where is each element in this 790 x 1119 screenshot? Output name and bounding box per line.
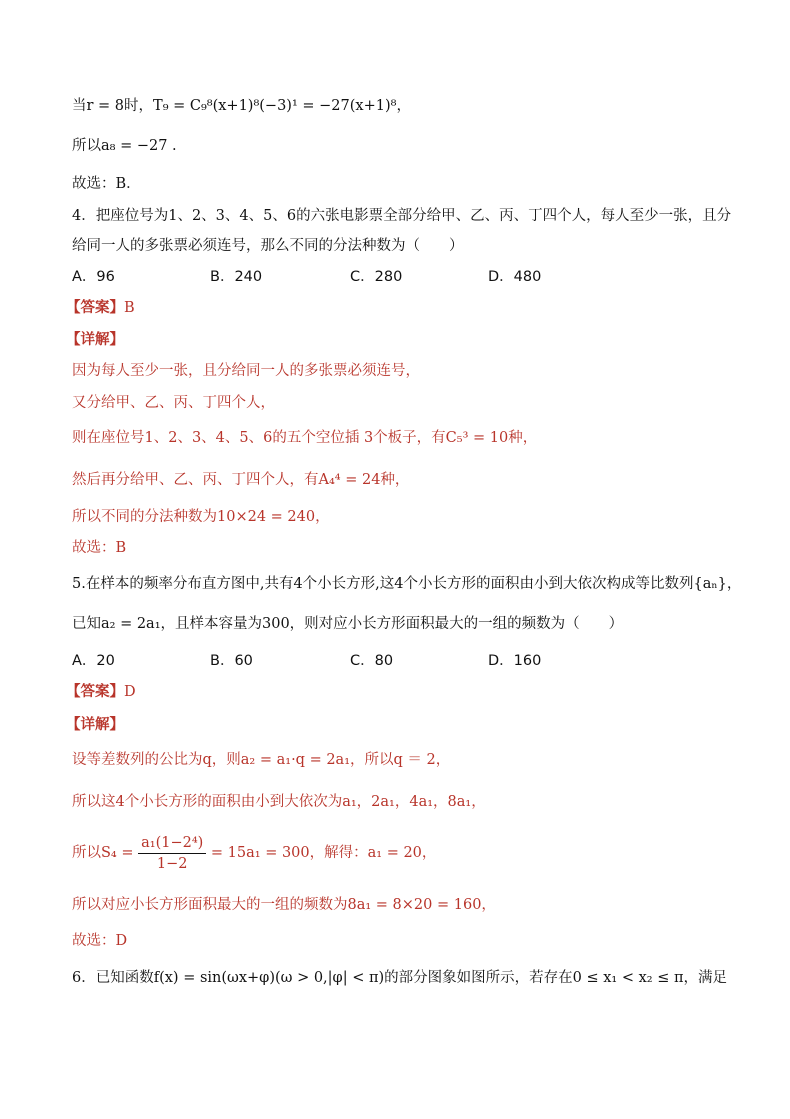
q6-stem-line-1: 6．已知函数f(x) = sin(ωx+φ)(ω > 0,|φ| < π)的部分图象如图所示，若存在0 ≤ x₁ < x₂ ≤ π，满足 <box>72 970 727 986</box>
q5-fraction-denominator: 1−2 <box>156 855 188 872</box>
q4-solution-line-1: 因为每人至少一张，且分给同一人的多张票必须连号， <box>72 363 420 379</box>
q5-fraction-numerator: a₁(1−2⁴) <box>138 834 206 854</box>
q5-solution-line-5: 故选：D <box>72 933 128 949</box>
q4-option-d: D．480 <box>488 269 542 285</box>
q5-stem-line-2: 已知a₂ = 2a₁，且样本容量为300，则对应小长方形面积最大的一组的频数为（ ） <box>72 616 624 632</box>
q4-solution-line-5: 所以不同的分法种数为10×24 = 240， <box>72 509 330 525</box>
q4-option-a: A．96 <box>72 269 115 285</box>
q5-detail-tag: 【详解】 <box>66 717 124 733</box>
q5-solution-line-4: 所以对应小长方形面积最大的一组的频数为8a₁ = 8×20 = 160， <box>72 897 496 913</box>
q4-answer-tag: 【答案】 <box>66 300 124 316</box>
q4-answer-line <box>66 298 135 318</box>
q4-solution-line-3: 则在座位号1、2、3、4、5、6的五个空位插 3个板子，有C₅³ = 10种， <box>72 430 538 446</box>
q4-option-c: C．280 <box>350 269 403 285</box>
q4-detail-tag: 【详解】 <box>66 332 124 348</box>
q5-solution-line-3: 所以S₄ = $\frac{\text{a₁(1−2⁴)}}{1-2}$ = 15a₁ = 300，解得：a₁ = 20， <box>72 834 437 872</box>
prev-line-2: 所以a₈ = −27 . <box>72 138 177 154</box>
q5-option-a: A．20 <box>72 653 115 669</box>
q5-fraction <box>138 834 206 873</box>
q4-solution-line-6: 故选：B <box>72 540 127 556</box>
q4-option-b: B．240 <box>210 269 263 285</box>
q4-answer: B <box>124 300 135 316</box>
q4-stem-line-2: 给同一人的多张票必须连号，那么不同的分法种数为（ ） <box>72 238 464 254</box>
q5-option-d: D．160 <box>488 653 542 669</box>
q5-stem-line-1: 5.在样本的频率分布直方图中,共有4个小长方形,这4个小长方形的面积由小到大依次构成等比数列{aₙ}， <box>72 576 742 592</box>
q4-solution-line-2: 又分给甲、乙、丙、丁四个人， <box>72 395 275 411</box>
q5-answer: D <box>124 684 136 700</box>
q4-stem-line-1: 4．把座位号为1、2、3、4、5、6的六张电影票全部分给甲、乙、丙、丁四个人，每人至少一张，且分 <box>72 208 732 224</box>
q4-solution-line-4: 然后再分给甲、乙、丙、丁四个人，有A₄⁴ = 24种， <box>72 472 410 488</box>
prev-line-1: 当r = 8时，T₉ = C₉⁸(x+1)⁸(−3)¹ = −27(x+1)⁸， <box>72 98 411 114</box>
q5-option-b: B．60 <box>210 653 253 669</box>
prev-line-3: 故选：B． <box>72 176 141 192</box>
q5-answer-line <box>66 682 136 702</box>
q5-solution-line-2: 所以这4个小长方形的面积由小到大依次为a₁，2a₁，4a₁，8a₁， <box>72 794 486 810</box>
q5-answer-tag: 【答案】 <box>66 684 124 700</box>
q5-option-c: C．80 <box>350 653 394 669</box>
q5-solution-line-1: 设等差数列的公比为q，则a₂ = a₁·q = 2a₁，所以q ＝ 2， <box>72 752 451 768</box>
